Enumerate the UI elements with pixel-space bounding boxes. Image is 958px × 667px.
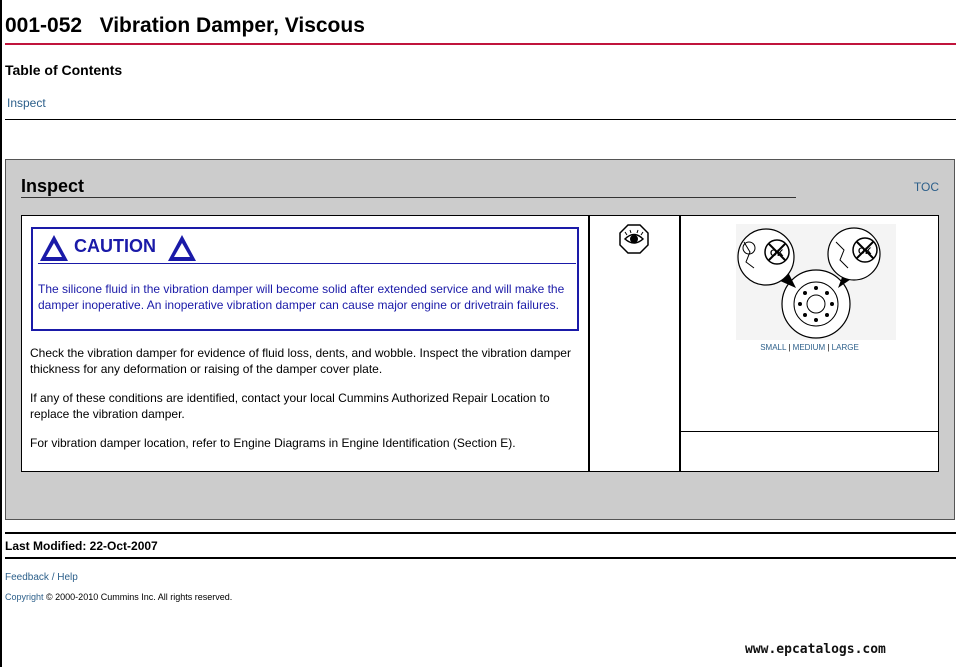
copyright-link[interactable]: Copyright (5, 592, 44, 602)
toc-back-link[interactable]: TOC (913, 180, 939, 194)
page-title: 001-052 Vibration Damper, Viscous (5, 14, 365, 37)
caution-box (31, 227, 579, 331)
size-separator: | (786, 343, 793, 352)
image-size-small-link[interactable]: SMALL (760, 343, 787, 352)
section-title-divider (21, 197, 796, 198)
text-column (22, 216, 589, 471)
size-separator: | (825, 343, 832, 352)
caution-header (38, 233, 238, 263)
content-table (21, 215, 939, 472)
copyright-notice (5, 592, 232, 602)
damper-inspection-illustration (726, 222, 896, 342)
copyright-text: © 2000-2010 Cummins Inc. All rights reserved. (43, 592, 233, 602)
instruction-paragraph: If any of these conditions are identified, contact your local Cummins Authorized Repair Location to replace the vibration damper. (30, 391, 550, 421)
left-border (0, 0, 2, 667)
instruction-paragraph: Check the vibration damper for evidence of fluid loss, dents, and wobble. Inspect the vibration damper thickness for any deformation or raising of the damper cover plate. (30, 346, 571, 376)
feedback-help-link[interactable]: Feedback / Help (5, 572, 78, 583)
instruction-paragraph: For vibration damper location, refer to Engine Diagrams in Engine Identification (Section E). (30, 436, 516, 450)
toc-link-inspect[interactable]: Inspect (7, 96, 46, 110)
icon-column (590, 216, 679, 471)
svg-text:OK: OK (770, 248, 784, 258)
svg-text:OK: OK (858, 246, 872, 256)
warning-triangle-icon (166, 233, 198, 263)
image-caption-divider (681, 431, 938, 432)
caution-label: CAUTION (74, 236, 156, 256)
image-size-links (681, 343, 938, 352)
warning-triangle-icon (38, 233, 70, 263)
title-divider (5, 43, 956, 45)
toc-divider (5, 119, 956, 120)
caution-text: The silicone fluid in the vibration damper will become solid after extended service and will make the damper inoperative. An inoperative vibration damper can cause major engine or drivetrain failures. (38, 282, 565, 312)
last-modified (5, 539, 158, 553)
eye-icon (619, 224, 649, 254)
last-modified-label: Last Modified: (5, 539, 87, 553)
toc-heading: Table of Contents (5, 62, 123, 78)
image-size-medium-link[interactable]: MEDIUM (792, 343, 826, 352)
caution-divider (38, 263, 576, 264)
watermark: www.epcatalogs.com (745, 642, 886, 657)
last-modified-date: 22-Oct-2007 (89, 539, 158, 553)
image-size-large-link[interactable]: LARGE (831, 343, 859, 352)
section-title: Inspect (21, 176, 85, 196)
footer-divider (5, 557, 956, 559)
image-column (681, 216, 938, 471)
footer-divider (5, 532, 956, 534)
inspect-section (5, 159, 955, 520)
